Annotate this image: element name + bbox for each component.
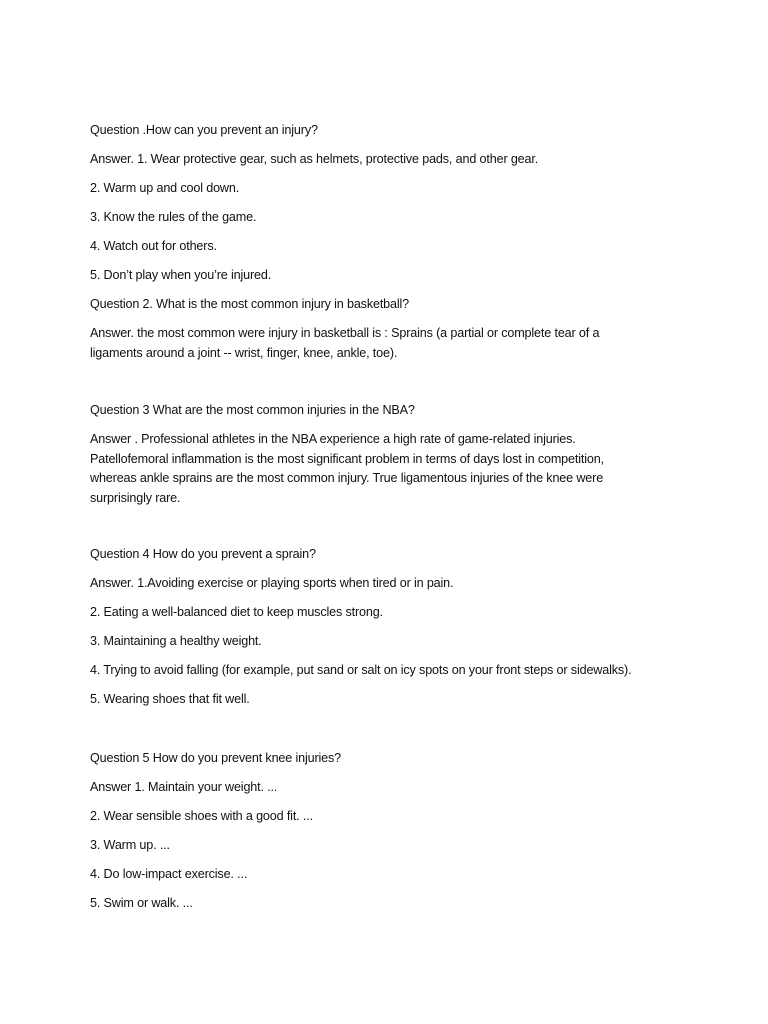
question-4-answer: Answer. 1.Avoiding exercise or playing sports when tired or in pain. — [90, 576, 454, 590]
question-5-item-2: 2. Wear sensible shoes with a good fit. ... — [90, 809, 313, 823]
question-4-item-2: 2. Eating a well-balanced diet to keep muscles strong. — [90, 605, 383, 619]
question-3-heading: Question 3 What are the most common injuries in the NBA? — [90, 403, 415, 417]
question-5-heading: Question 5 How do you prevent knee injuries? — [90, 751, 342, 765]
question-2-answer: Answer. the most common were injury in basketball is : Sprains (a partial or complete tear of a ligaments around a joint -- wrist, finger, knee, ankle, toe). — [90, 326, 600, 360]
question-1-item-5: 5. Don’t play when you’re injured. — [90, 268, 272, 282]
question-1-item-2: 2. Warm up and cool down. — [90, 181, 240, 195]
question-4-heading: Question 4 How do you prevent a sprain? — [90, 547, 316, 561]
question-1-heading: Question .How can you prevent an injury? — [90, 123, 318, 137]
question-1-answer: Answer. 1. Wear protective gear, such as helmets, protective pads, and other gear. — [90, 152, 539, 166]
question-3-answer: Answer . Professional athletes in the NBA experience a high rate of game-related injuries. Patellofemoral inflammation is the most significant problem in terms of days lost in competition, whereas ankle sprains are the most common injury. True ligamentous injuries of the knee were surprisingly rare. — [90, 432, 604, 505]
question-1-item-4: 4. Watch out for others. — [90, 239, 217, 253]
question-1-item-3: 3. Know the rules of the game. — [90, 210, 257, 224]
question-5-item-3: 3. Warm up. ... — [90, 838, 170, 852]
question-4-item-3: 3. Maintaining a healthy weight. — [90, 634, 262, 648]
question-4-item-5: 5. Wearing shoes that fit well. — [90, 692, 250, 706]
question-5-item-5: 5. Swim or walk. ... — [90, 896, 193, 910]
question-2-heading: Question 2. What is the most common injury in basketball? — [90, 297, 410, 311]
question-4-item-4: 4. Trying to avoid falling (for example, put sand or salt on icy spots on your front steps or sidewalks). — [90, 663, 632, 677]
question-5-answer: Answer 1. Maintain your weight. ... — [90, 780, 278, 794]
question-5-item-4: 4. Do low-impact exercise. ... — [90, 867, 248, 881]
